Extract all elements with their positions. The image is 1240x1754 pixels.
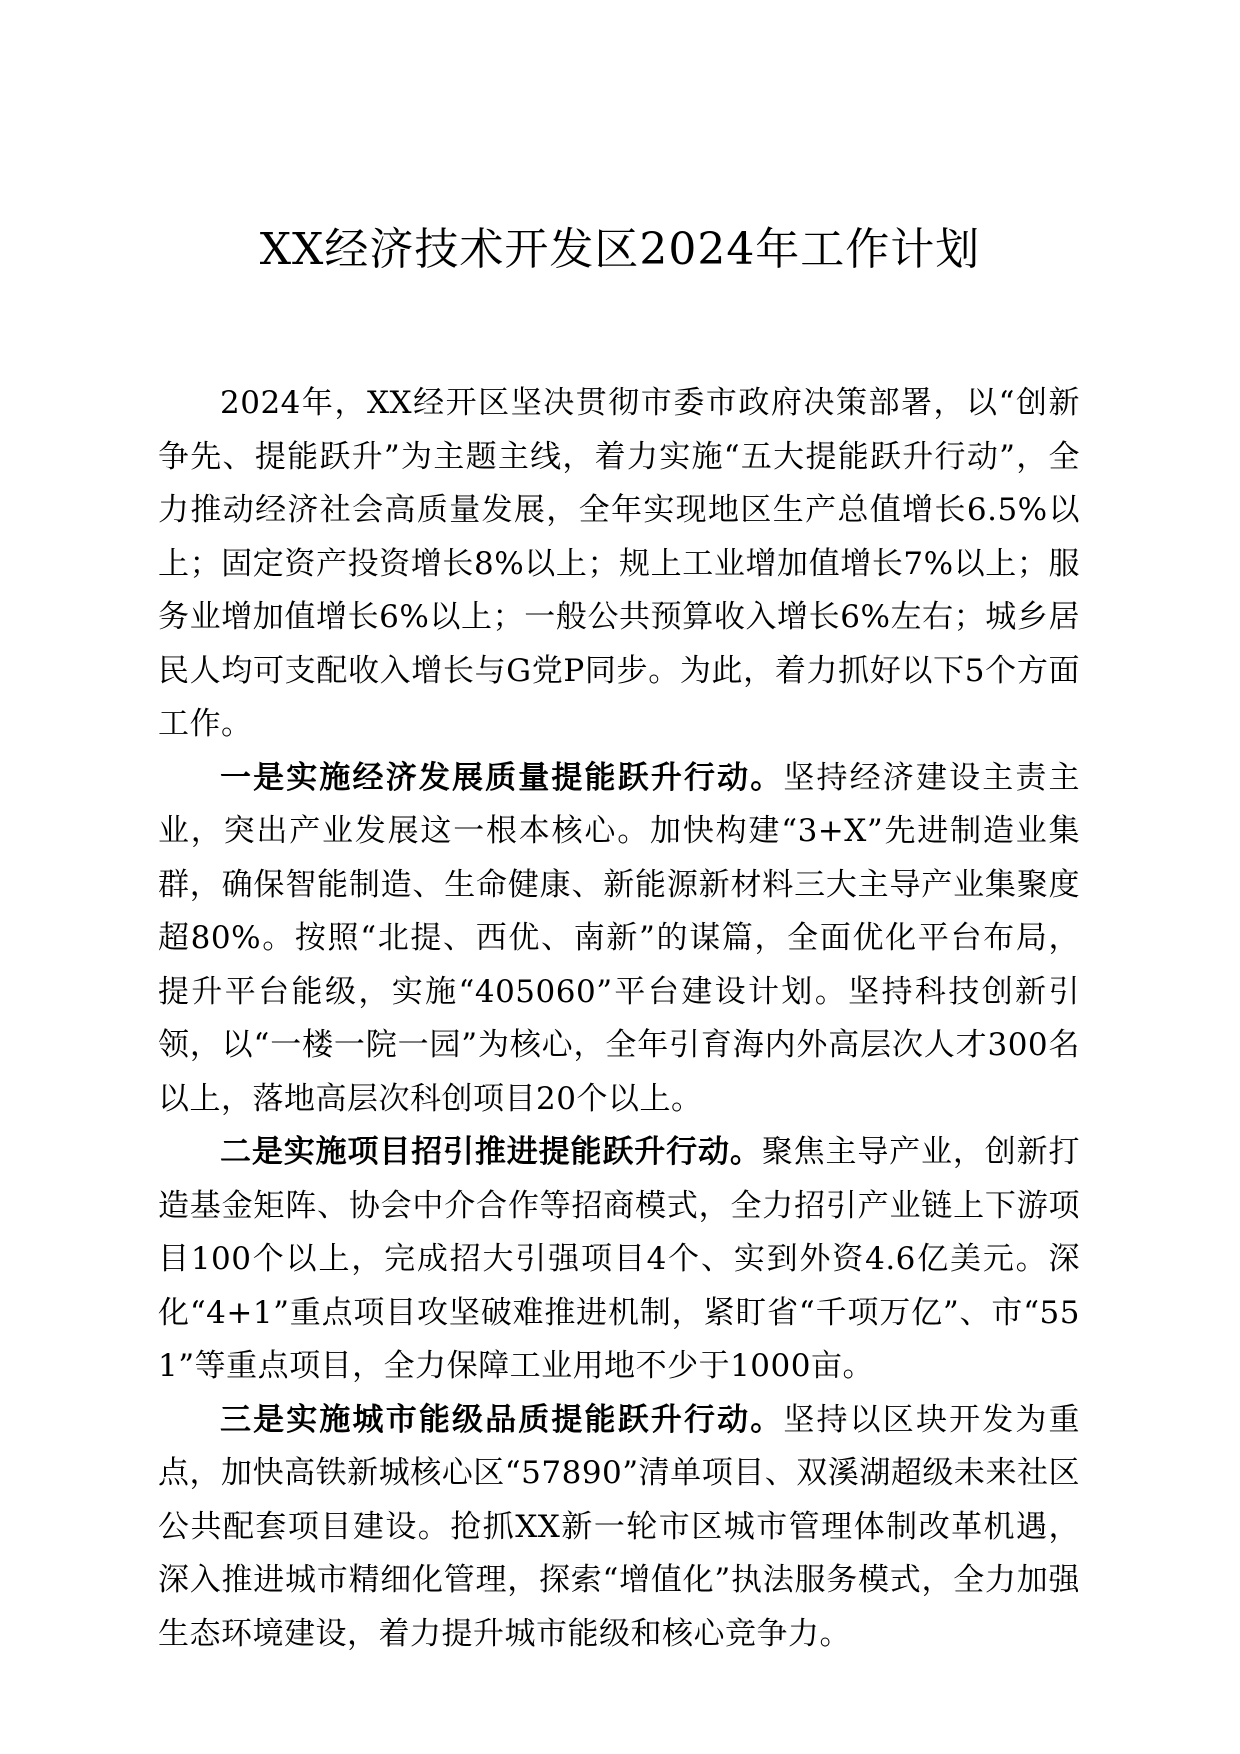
paragraph-lead: 一是实施经济发展质量提能跃升行动。 [220, 759, 784, 796]
paragraph-economic-development [158, 752, 1080, 1127]
document-body [158, 377, 1080, 1661]
paragraph-text: 坚持以区块开发为重点，加快高铁新城核心区“57890”清单项目、双溪湖超级未来社区公共配套项目建设。抢抓XX新一轮市区城市管理体制改革机遇，深入推进城市精细化管理，探索“增值化”执法服务模式，全力加强生态环境建设，着力提升城市能级和核心竞争力。 [158, 1401, 1081, 1652]
document-title: XX经济技术开发区2024年工作计划 [259, 224, 981, 275]
paragraph-lead: 三是实施城市能级品质提能跃升行动。 [220, 1401, 784, 1438]
paragraph-project-attraction [158, 1126, 1080, 1394]
paragraph-text: 坚持经济建设主责主业，突出产业发展这一根本核心。加快构建“3+X”先进制造业集群，确保智能制造、生命健康、新能源新材料三大主导产业集聚度超80%。按照“北提、西优、南新”的谋篇，全面优化平台布局，提升平台能级，实施“405060”平台建设计划。坚持科技创新引领，以“一楼一院一园”为核心，全年引育海内外高层次人才300名以上，落地高层次科创项目20个以上。 [158, 759, 1081, 1117]
paragraph-text: 聚焦主导产业，创新打造基金矩阵、协会中介合作等招商模式，全力招引产业链上下游项目100个以上，完成招大引强项目4个、实到外资4.6亿美元。深化“4+1”重点项目攻坚破难推进机制，紧盯省“千项万亿”、市“551”等重点项目，全力保障工业用地不少于1000亩。 [158, 1134, 1081, 1384]
paragraph-urban-quality [158, 1394, 1080, 1662]
paragraph-text: 2024年，XX经开区坚决贯彻市委市政府决策部署，以“创新争先、提能跃升”为主题主线，着力实施“五大提能跃升行动”，全力推动经济社会高质量发展，全年实现地区生产总值增长6.5%以上；固定资产投资增长8%以上；规上工业增加值增长7%以上；服务业增加值增长6%以上；一般公共预算收入增长6%左右；城乡居民人均可支配收入增长与G党P同步。为此，着力抓好以下5个方面工作。 [158, 385, 1080, 742]
paragraph-lead: 二是实施项目招引推进提能跃升行动。 [220, 1134, 762, 1170]
paragraph-intro [158, 377, 1080, 752]
